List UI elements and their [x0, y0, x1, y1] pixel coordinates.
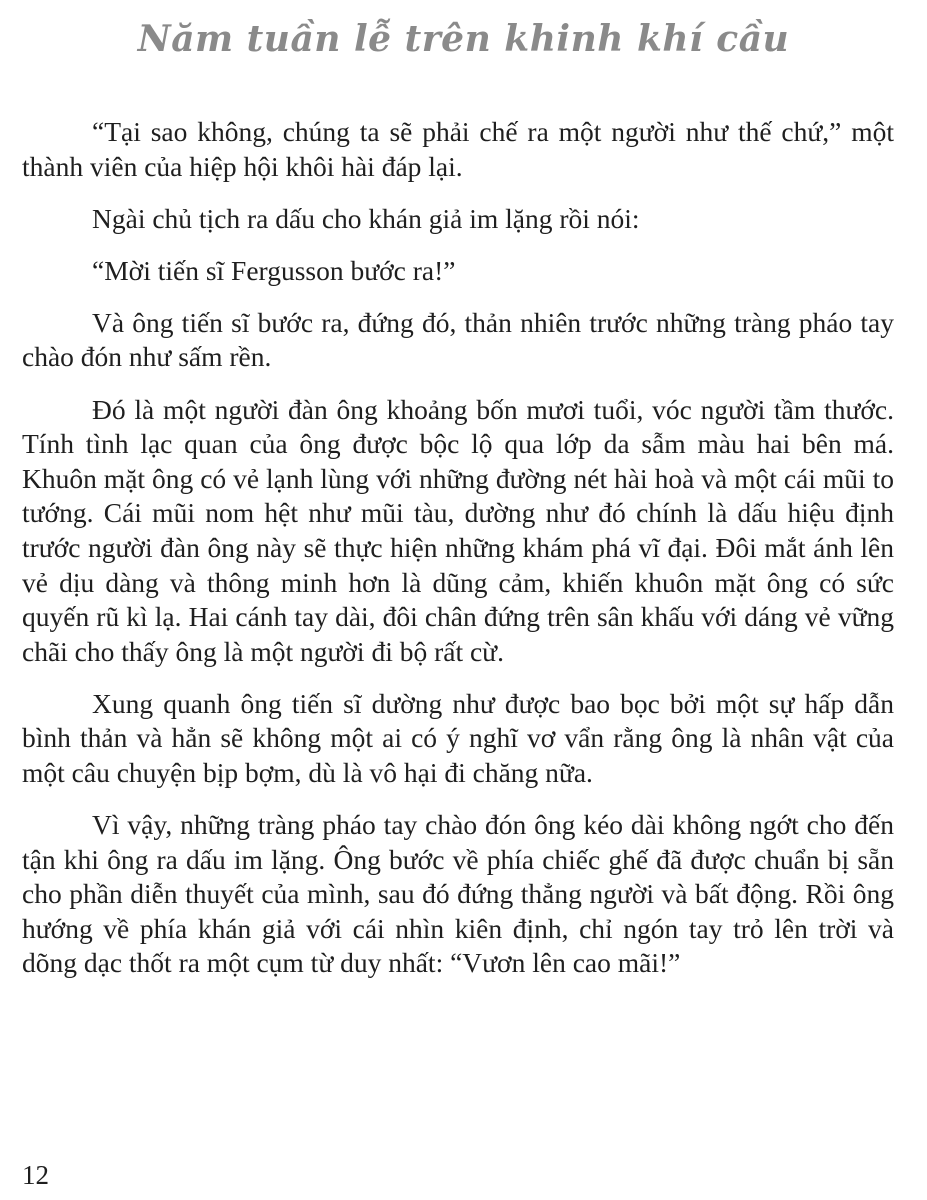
- paragraph: “Tại sao không, chúng ta sẽ phải chế ra một người như thế chứ,” một thành viên của hiệp hội khôi hài đáp lại.: [22, 116, 894, 182]
- paragraph: Xung quanh ông tiến sĩ dường như được bao bọc bởi một sự hấp dẫn bình thản và hẳn sẽ không một ai có ý nghĩ vơ vẩn rằng ông là nhân vật của một câu chuyện bịp bợm, dù là vô hại đi chăng nữa.: [22, 687, 894, 788]
- body-text: [22, 115, 894, 999]
- paragraph: Đó là một người đàn ông khoảng bốn mươi tuổi, vóc người tầm thước. Tính tình lạc quan của ông được bộc lộ qua lớp da sẫm màu hai bên má. Khuôn mặt ông có vẻ lạnh lùng với những đường nét hài hoà và một cái mũi to tướng. Cái mũi nom hệt như mũi tàu, dường như đó chính là dấu hiệu định trước người đàn ông này sẽ thực hiện những khám phá vĩ đại. Đôi mắt ánh lên vẻ dịu dàng và thông minh hơn là dũng cảm, khiến khuôn mặt ông có sức quyến rũ kì lạ. Hai cánh tay dài, đôi chân đứng trên sân khấu với dáng vẻ vững chãi cho thấy ông là một người đi bộ rất cừ.: [22, 393, 894, 667]
- paragraph: Và ông tiến sĩ bước ra, đứng đó, thản nhiên trước những tràng pháo tay chào đón như sấm rền.: [22, 306, 894, 373]
- paragraph: “Mời tiến sĩ Fergusson bước ra!”: [92, 254, 456, 286]
- page-number: 12: [22, 1160, 49, 1190]
- running-header-title: Năm tuần lễ trên khinh khí cầu: [137, 18, 790, 60]
- paragraph: Ngài chủ tịch ra dấu cho khán giả im lặng rồi nói:: [92, 202, 640, 234]
- paragraph: Vì vậy, những tràng pháo tay chào đón ông kéo dài không ngớt cho đến tận khi ông ra dấu im lặng. Ông bước về phía chiếc ghế đã được chuẩn bị sẵn cho phần diễn thuyết của mình, sau đó đứng thẳng người và bất động. Rồi ông hướng về phía khán giả với cái nhìn kiên định, chỉ ngón tay trỏ lên trời và dõng dạc thốt ra một cụm từ duy nhất: “Vươn lên cao mãi!”: [22, 809, 894, 979]
